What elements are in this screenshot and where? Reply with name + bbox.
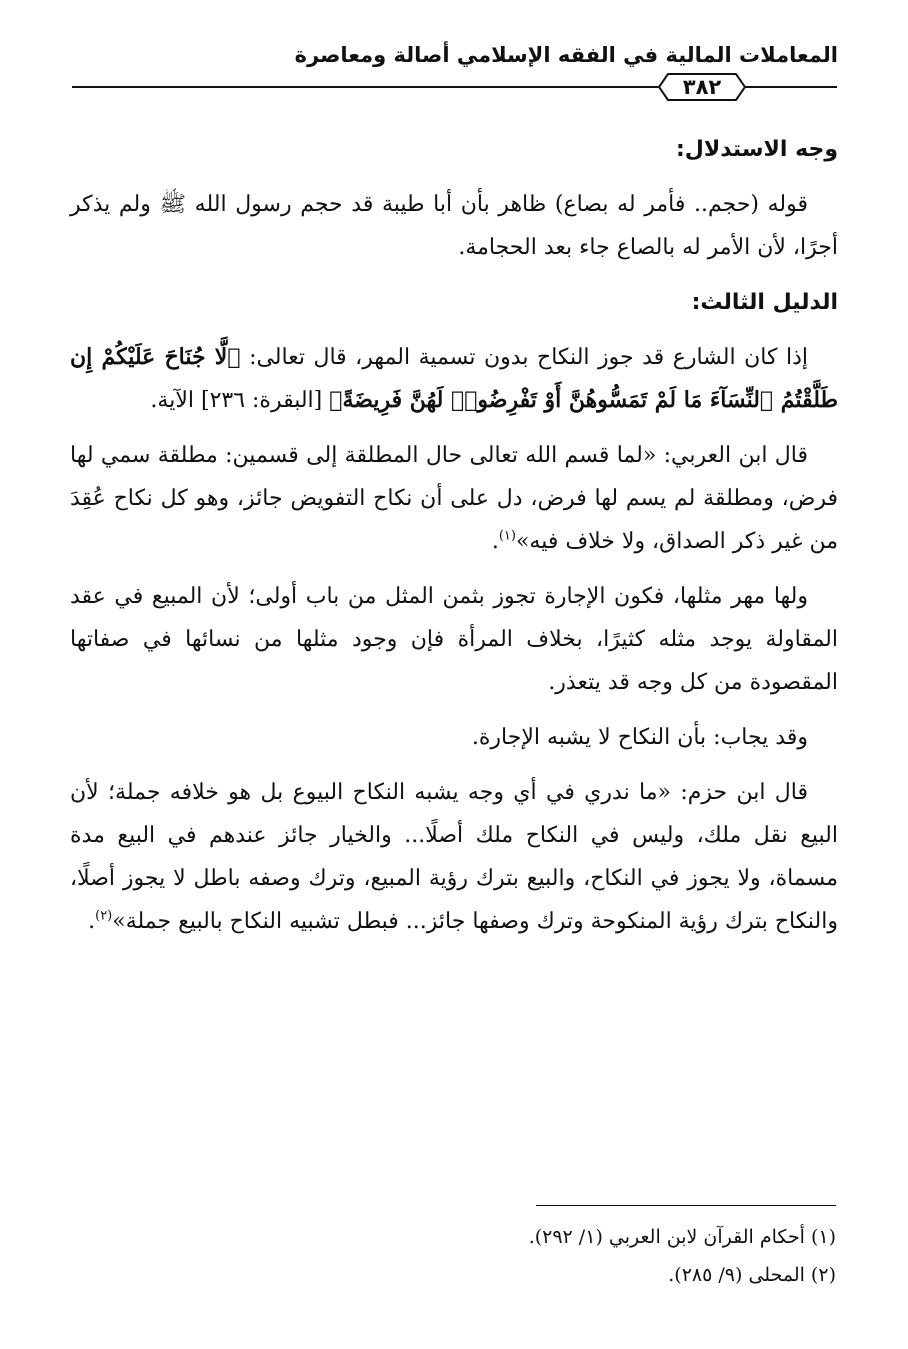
quran-verse: ﴿لَّا جُنَاحَ عَلَيْكُمْ إِن طَلَّقْتُمُ ٱلنِّسَآءَ مَا لَمْ تَمَسُّوهُنَّ أَوْ تَفْرِضُوا۟ لَهُنَّ فَرِيضَةً﴾ bbox=[70, 344, 838, 413]
footnote-2: (٢) المحلى (٩/ ٢٨٥). bbox=[668, 1264, 836, 1286]
paragraph-ibn-hazm-quote bbox=[70, 771, 838, 943]
footnotes bbox=[68, 1218, 836, 1294]
paragraph-intro-text: إذا كان الشارع قد جوز النكاح بدون تسمية المهر، قال تعالى: bbox=[249, 345, 808, 370]
paragraph-dowry-analogy: ولها مهر مثلها، فكون الإجارة تجوز بثمن المثل من باب أولى؛ لأن المبيع في عقد المقاولة يوجد مثله كثيرًا، بخلاف المرأة فإن وجود مثلها من نسائها في صفاتها المقصودة من كل وجه قد يتعذر. bbox=[70, 584, 838, 695]
page-number: ٣٨٢ bbox=[682, 75, 722, 99]
heading-inference: وجه الاستدلال: bbox=[675, 137, 838, 162]
page-number-badge bbox=[658, 72, 746, 102]
paragraph-inference: قوله (حجم.. فأمر له بصاع) ظاهر بأن أبا طيبة قد حجم رسول الله ﷺ ولم يذكر أجرًا، لأن الأمر له بالصاع جاء بعد الحجامة. bbox=[70, 192, 838, 260]
footnote-rule bbox=[536, 1205, 836, 1206]
verse-reference: [البقرة: ٢٣٦] الآية. bbox=[150, 388, 323, 413]
heading-third-evidence: الدليل الثالث: bbox=[691, 290, 838, 315]
footnote-ref-2[interactable]: (٢) bbox=[95, 908, 113, 924]
main-text bbox=[70, 128, 838, 955]
paragraph-third-evidence bbox=[70, 336, 838, 422]
paragraph-objection: وقد يجاب: بأن النكاح لا يشبه الإجارة. bbox=[471, 725, 808, 750]
footnote-1: (١) أحكام القرآن لابن العربي (١/ ٢٩٢). bbox=[528, 1226, 836, 1248]
end-period: . bbox=[88, 909, 96, 934]
quote-text: قال ابن العربي: «لما قسم الله تعالى حال المطلقة إلى قسمين: مطلقة سمي لها فرض، ومطلقة لم يسم لها فرض، دل على أن نكاح التفويض جائز، وهو كل نكاح عُقِدَ من غير ذكر الصداق، ولا خلاف فيه» bbox=[70, 443, 838, 554]
paragraph-ibn-arabi-quote bbox=[70, 434, 838, 563]
footnote-ref-1[interactable]: (١) bbox=[498, 528, 516, 544]
quote-text: قال ابن حزم: «ما ندري في أي وجه يشبه النكاح البيوع بل هو خلافه جملة؛ لأن البيع نقل ملك، وليس في النكاح ملك أصلًا... والخيار جائز عندهم في البيع مدة مسماة، ولا يجوز في النكاح، والبيع بترك رؤية المبيع، وترك وصفه باطل لا يجوز أصلًا، والنكاح بترك رؤية المنكوحة وترك وصفها جائز... فبطل تشبيه النكاح بالبيع جملة» bbox=[70, 780, 838, 934]
running-header: المعاملات المالية في الفقه الإسلامي أصالة ومعاصرة bbox=[294, 43, 838, 67]
end-period: . bbox=[491, 529, 499, 554]
